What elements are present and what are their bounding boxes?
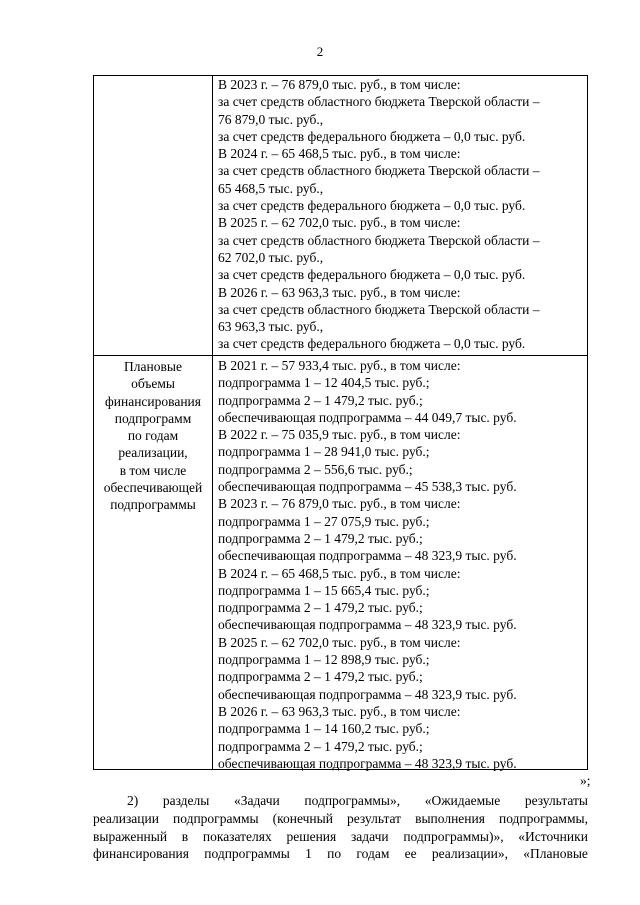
table-text-line: В 2024 г. – 65 468,5 тыс. руб., в том числе: xyxy=(218,146,461,162)
table-text-line: обеспечивающая подпрограмма – 48 323,9 тыс. руб. xyxy=(218,755,517,771)
paragraph-word: ее xyxy=(404,846,417,862)
table-text-line: В 2025 г. – 62 702,0 тыс. руб., в том числе: xyxy=(218,634,461,650)
paragraph-word: годам xyxy=(356,846,390,862)
table-text-line: 63 963,3 тыс. руб., xyxy=(218,319,324,335)
table-text-line: обеспечивающая подпрограмма – 44 049,7 тыс. руб. xyxy=(218,409,517,425)
financing-table xyxy=(93,75,588,770)
table-text-line: В 2025 г. – 62 702,0 тыс. руб., в том числе: xyxy=(218,215,461,231)
paragraph-word: показателях xyxy=(202,828,272,844)
table-text-line: В 2026 г. – 63 963,3 тыс. руб., в том числе: xyxy=(218,284,461,300)
table-text-line: 65 468,5 тыс. руб., xyxy=(218,180,324,196)
paragraph-word: «Задачи xyxy=(233,793,280,808)
table-text-line: В 2023 г. – 76 879,0 тыс. руб., в том числе: xyxy=(218,496,461,512)
table-text-line: подпрограмма 1 – 14 160,2 тыс. руб.; xyxy=(218,721,430,737)
table-text-line: за счет средств федерального бюджета – 0,0 тыс. руб. xyxy=(218,267,526,283)
table-text-line: подпрограмма 2 – 1 479,2 тыс. руб.; xyxy=(218,669,423,685)
row-label-line: Плановые xyxy=(124,359,182,374)
paragraph-word: «Плановые xyxy=(523,846,588,862)
table-text-line: 62 702,0 тыс. руб., xyxy=(218,249,324,265)
table-text-line: подпрограмма 2 – 1 479,2 тыс. руб.; xyxy=(218,738,423,754)
row-label-line: объемы xyxy=(131,376,175,392)
paragraph-line xyxy=(93,845,588,863)
row2-value-cell xyxy=(218,357,586,772)
closing-quote: »; xyxy=(580,773,591,788)
paragraph-word: 1 xyxy=(305,846,312,862)
paragraph-word: результат xyxy=(346,810,402,826)
row-label-line: финансирования xyxy=(105,393,201,409)
paragraph-word: реализации xyxy=(93,810,159,826)
table-text-line: обеспечивающая подпрограмма – 48 323,9 тыс. руб. xyxy=(218,548,517,564)
paragraph-word: выполнения xyxy=(415,810,485,826)
paragraph-line xyxy=(93,810,588,828)
paragraph-word: задачи xyxy=(350,828,389,844)
row-label-line: по годам xyxy=(127,428,179,444)
paragraph-word: подпрограммы)», xyxy=(403,828,504,844)
table-text-line: подпрограмма 1 – 12 404,5 тыс. руб.; xyxy=(218,375,430,391)
table-text-line: за счет средств федерального бюджета – 0,0 тыс. руб. xyxy=(218,128,526,144)
table-text-line: за счет средств областного бюджета Тверской области – xyxy=(218,232,540,248)
table-text-line: обеспечивающая подпрограмма – 48 323,9 тыс. руб. xyxy=(218,617,517,633)
paragraph-word: (конечный xyxy=(272,810,333,826)
table-text-line: за счет средств областного бюджета Тверской области – xyxy=(218,301,540,317)
table-text-line: за счет средств областного бюджета Тверской области – xyxy=(218,94,540,110)
row-label-line: подпрограммы xyxy=(110,497,196,513)
table-text-line: подпрограмма 1 – 15 665,4 тыс. руб.; xyxy=(218,582,430,598)
table-text-line: В 2021 г. – 57 933,4 тыс. руб., в том числе: xyxy=(218,358,461,373)
table-text-line: за счет средств федерального бюджета – 0,0 тыс. руб. xyxy=(218,336,526,352)
table-text-line: 76 879,0 тыс. руб., xyxy=(218,111,324,127)
table-text-line: обеспечивающая подпрограмма – 45 538,3 тыс. руб. xyxy=(218,479,517,495)
paragraph-word: выраженный xyxy=(93,828,168,844)
paragraph-line xyxy=(93,792,588,810)
column-divider xyxy=(212,76,213,769)
paragraph-line xyxy=(93,828,588,846)
table-text-line: подпрограмма 1 – 27 075,9 тыс. руб.; xyxy=(218,513,430,529)
paragraph-word: «Источники xyxy=(518,828,588,844)
paragraph-word: подпрограммы», xyxy=(304,793,401,808)
row1-value-cell xyxy=(218,76,586,353)
table-text-line: за счет средств областного бюджета Тверской области – xyxy=(218,163,540,179)
paragraph-word: финансирования xyxy=(93,846,189,862)
paragraph-word: результаты xyxy=(524,793,588,808)
paragraph-word: разделы xyxy=(162,793,210,808)
table-text-line: подпрограмма 1 – 12 898,9 тыс. руб.; xyxy=(218,652,430,668)
table-text-line: за счет средств федерального бюджета – 0,0 тыс. руб. xyxy=(218,198,526,214)
paragraph-word: по xyxy=(327,846,342,862)
row-label-line: подпрограмм xyxy=(114,410,192,426)
paragraph-word: реализации», xyxy=(431,846,508,862)
table-text-line: В 2024 г. – 65 468,5 тыс. руб., в том числе: xyxy=(218,565,461,581)
table-text-line: подпрограмма 2 – 1 479,2 тыс. руб.; xyxy=(218,600,423,616)
table-text-line: В 2022 г. – 75 035,9 тыс. руб., в том числе: xyxy=(218,427,461,443)
table-text-line: подпрограмма 2 – 556,6 тыс. руб.; xyxy=(218,461,413,477)
row2-label-cell xyxy=(94,358,212,514)
paragraph-word: решения xyxy=(286,828,337,844)
paragraph-word: подпрограммы xyxy=(173,810,259,826)
page-number: 2 xyxy=(316,44,324,59)
row-divider xyxy=(94,355,587,356)
paragraph-word: подпрограммы, xyxy=(498,810,588,826)
table-text-line: обеспечивающая подпрограмма – 48 323,9 тыс. руб. xyxy=(218,686,517,702)
table-text-line: подпрограмма 2 – 1 479,2 тыс. руб.; xyxy=(218,392,423,408)
paragraph-word: «Ожидаемые xyxy=(424,793,501,808)
row-label-line: обеспечивающей xyxy=(103,480,203,496)
table-text-line: В 2023 г. – 76 879,0 тыс. руб., в том числе: xyxy=(218,77,461,92)
paragraph-word: подпрограммы xyxy=(204,846,290,862)
paragraph-word: в xyxy=(181,828,189,844)
row-label-line: в том числе xyxy=(119,462,187,478)
table-text-line: подпрограмма 1 – 28 941,0 тыс. руб.; xyxy=(218,444,430,460)
table-text-line: подпрограмма 2 – 1 479,2 тыс. руб.; xyxy=(218,530,423,546)
paragraph-word: 2) xyxy=(127,793,139,808)
table-text-line: В 2026 г. – 63 963,3 тыс. руб., в том числе: xyxy=(218,703,461,719)
row-label-line: реализации, xyxy=(118,445,188,461)
amendment-paragraph xyxy=(93,792,588,863)
